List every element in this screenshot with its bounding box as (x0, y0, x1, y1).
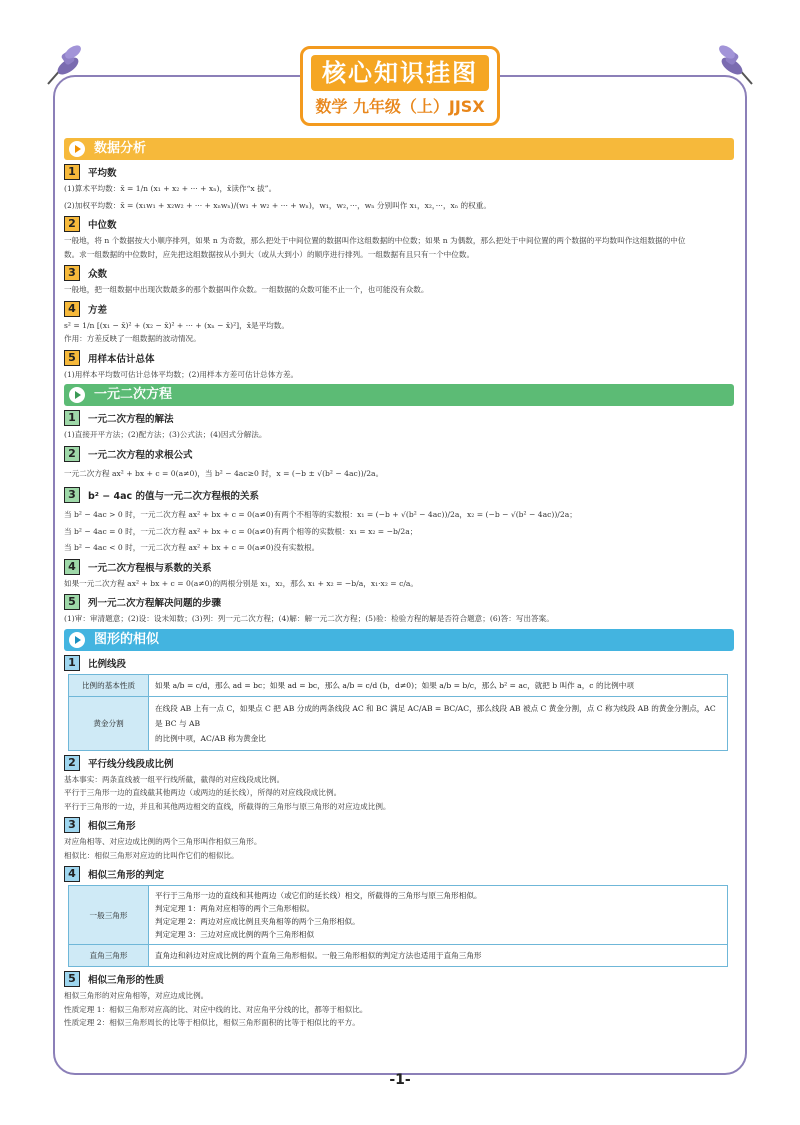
table-header-cell: 直角三角形 (69, 945, 149, 967)
subsection-number: 4 (64, 559, 80, 575)
subsection-discriminant (64, 487, 734, 503)
similarity-criteria-table (68, 885, 728, 967)
table-header-cell: 黄金分割 (69, 696, 149, 750)
section-header-data-analysis (64, 138, 734, 160)
subsection-title: 众数 (88, 269, 108, 280)
subsection-number: 4 (64, 866, 80, 882)
text-line: 一般地，把一组数据中出现次数最多的那个数据叫作众数。一组数据的众数可能不止一个，也可能没有众数。 (64, 285, 429, 294)
subsection-similarity-properties (64, 971, 734, 987)
subsection-proportional-segments (64, 655, 734, 671)
text-line: 如果一元二次方程 ax² + bx + c = 0(a≠0)的两根分别是 x₁，x₂，那么 x₁ + x₂ = −b/a，x₁·x₂ = c/a。 (64, 578, 419, 588)
text-line: 当 b² − 4ac < 0 时，一元二次方程 ax² + bx + c = 0(a≠0)没有实数根。 (64, 543, 320, 552)
table-cell-line: 在线段 AB 上有一点 C，如果点 C 把 AB 分成的两条线段 AC 和 BC 满足 AC/AB = BC/AC，那么线段 AB 被点 C 黄金分割，点 C 称为线段 AB 的黄金分割点，AC 是 BC 与 AB (155, 703, 716, 728)
section-title: 一元二次方程 (94, 387, 173, 402)
subsection-variance (64, 301, 734, 317)
main-content (64, 135, 734, 1030)
table-cell-line: 平行于三角形一边的直线和其他两边（或它们的延长线）相交，所截得的三角形与原三角形相似。 (155, 891, 482, 900)
text-line: s² = 1/n [(x₁ − x̄)² + (x₂ − x̄)² + ··· + (xₙ − x̄)²]，x̄是平均数。 (64, 320, 289, 330)
text-line: 数。求一组数据的中位数时，应先把这组数据按从小到大（或从大到小）的顺序进行排列。一组数据有且只有一个中位数。 (64, 249, 475, 259)
subsection-number: 5 (64, 350, 80, 366)
subsection-title: 方差 (88, 304, 108, 316)
text-line: (1)直接开平方法；(2)配方法；(3)公式法；(4)因式分解法。 (64, 430, 267, 439)
subsection-similarity-criteria (64, 866, 734, 882)
text-line: 基本事实：两条直线被一组平行线所截，截得的对应线段成比例。 (64, 774, 285, 784)
subsection-title: 平均数 (88, 168, 117, 179)
subsection-solving-methods (64, 410, 734, 426)
subsection-root-formula (64, 446, 734, 462)
subsection-sample-estimate (64, 350, 734, 366)
table-header-cell: 一般三角形 (69, 886, 149, 945)
subsection-title: b² − 4ac 的值与一元二次方程根的关系 (88, 491, 259, 502)
subsection-title: 中位数 (88, 220, 117, 231)
text-line: (1)用样本平均数可估计总体平均数；(2)用样本方差可估计总体方差。 (64, 369, 299, 379)
subsection-number: 3 (64, 817, 80, 833)
table-row (69, 696, 728, 750)
subsection-number: 3 (64, 487, 80, 503)
table-header-cell: 比例的基本性质 (69, 674, 149, 696)
text-line: (2)加权平均数：x̄ = (x₁w₁ + x₂w₂ + ··· + xₙwₙ)/(w₁ + w₂ + ··· + wₙ)，w₁，w₂，···，wₙ 分别叫作 x₁，x₂，···，xₙ 的权重。 (64, 200, 491, 210)
text-line: 相似三角形的对应角相等，对应边成比例。 (64, 991, 209, 1000)
subsection-mean (64, 164, 734, 180)
subsection-number: 5 (64, 971, 80, 987)
table-cell-line: 判定定理 1：两角对应相等的两个三角形相似。 (155, 904, 315, 913)
subsection-number: 4 (64, 301, 80, 317)
subsection-title: 相似三角形 (88, 821, 136, 832)
subsection-title: 比例线段 (88, 658, 127, 670)
page-subtitle: 数学 九年级（上）JJSX (315, 97, 485, 116)
subsection-title: 相似三角形的性质 (88, 975, 165, 986)
text-line: (1)审：审清题意；(2)设：设未知数；(3)列：列一元二次方程；(4)解：解一元二次方程；(5)验：检验方程的解是否符合题意；(6)答：写出答案。 (64, 614, 554, 623)
table-cell-line: 判定定理 2：两边对应成比例且夹角相等的两个三角形相似。 (155, 917, 360, 926)
subsection-similar-triangles (64, 817, 734, 833)
subsection-title: 用样本估计总体 (88, 353, 155, 365)
subsection-mode (64, 265, 734, 281)
subsection-number: 1 (64, 410, 80, 426)
text-line: 一元二次方程 ax² + bx + c = 0(a≠0)，当 b² − 4ac≥0 时，x = (−b ± √(b² − 4ac))/2a。 (64, 468, 384, 478)
text-line: 当 b² − 4ac > 0 时，一元二次方程 ax² + bx + c = 0(a≠0)有两个不相等的实数根：x₁ = (−b + √(b² − 4ac))/2a，x₂ = (−b − √(b² − 4ac))/2a； (64, 510, 577, 519)
table-cell (149, 886, 728, 945)
play-icon (69, 632, 85, 648)
subsection-number: 3 (64, 265, 80, 281)
section-header-similar-figures (64, 629, 734, 651)
subsection-number: 2 (64, 446, 80, 462)
text-line: 作用：方差反映了一组数据的波动情况。 (64, 334, 201, 343)
text-line: 平行于三角形的一边，并且和其他两边相交的直线，所截得的三角形与原三角形的对应边成比例。 (64, 801, 391, 811)
text-line: 相似比：相似三角形对应边的比叫作它们的相似比。 (64, 850, 239, 860)
play-icon (69, 141, 85, 157)
subsection-number: 1 (64, 655, 80, 671)
table-cell: 直角边和斜边对应成比例的两个直角三角形相似。一般三角形相似的判定方法也适用于直角三角形 (149, 945, 728, 967)
page-title: 核心知识挂图 (311, 55, 489, 91)
subsection-number: 1 (64, 164, 80, 180)
text-line: 性质定理 2：相似三角形周长的比等于相似比，相似三角形面积的比等于相似比的平方。 (64, 1018, 360, 1027)
table-row (69, 886, 728, 945)
subsection-number: 2 (64, 216, 80, 232)
subsection-median (64, 216, 734, 232)
subsection-number: 5 (64, 594, 80, 610)
page-number: -1- (389, 1072, 411, 1088)
text-line: 性质定理 1：相似三角形对应高的比、对应中线的比、对应角平分线的比，都等于相似比。 (64, 1004, 368, 1014)
subsection-title: 平行线分线段成比例 (88, 758, 174, 770)
subsection-vieta (64, 559, 734, 575)
table-cell: 如果 a/b = c/d，那么 ad = bc；如果 ad = bc，那么 a/b = c/d (b，d≠0)；如果 a/b = b/c，那么 b² = ac，就把 b 叫作 a，c 的比例中项 (149, 674, 728, 696)
text-line: 当 b² − 4ac = 0 时，一元二次方程 ax² + bx + c = 0(a≠0)有两个相等的实数根：x₁ = x₂ = −b/2a； (64, 526, 418, 536)
table-row (69, 945, 728, 967)
proportion-table (68, 674, 728, 751)
text-line: 平行于三角形一边的直线截其他两边（或两边的延长线），所得的对应线段成比例。 (64, 788, 342, 797)
table-cell-line: 的比例中项，AC/AB 称为黄金比 (155, 733, 266, 743)
title-box (300, 46, 500, 126)
subsection-title: 列一元二次方程解决问题的步骤 (88, 598, 222, 609)
subsection-title: 一元二次方程根与系数的关系 (88, 562, 212, 574)
section-title: 数据分析 (94, 141, 147, 156)
text-line: 一般地，将 n 个数据按大小顺序排列，如果 n 为奇数，那么把处于中间位置的数据叫作这组数据的中位数；如果 n 为偶数，那么把处于中间位置的两个数据的平均数叫作这组数据的中位 (64, 236, 686, 245)
section-header-quadratic-equation (64, 384, 734, 406)
table-cell-line: 判定定理 3：三边对应成比例的两个三角形相似 (155, 930, 315, 939)
section-title: 图形的相似 (94, 631, 160, 647)
subsection-title: 一元二次方程的解法 (88, 414, 174, 425)
subsection-parallel-lines (64, 755, 734, 771)
subsection-word-problem-steps (64, 594, 734, 610)
subsection-number: 2 (64, 755, 80, 771)
text-line: (1)算术平均数：x̄ = 1/n (x₁ + x₂ + ··· + xₙ)，x̄读作“x 拔”。 (64, 184, 277, 193)
table-cell (149, 696, 728, 750)
text-line: 对应角相等、对应边成比例的两个三角形叫作相似三角形。 (64, 837, 262, 846)
subsection-title: 相似三角形的判定 (88, 870, 165, 881)
table-row (69, 674, 728, 696)
subsection-title: 一元二次方程的求根公式 (88, 449, 193, 461)
play-icon (69, 387, 85, 403)
